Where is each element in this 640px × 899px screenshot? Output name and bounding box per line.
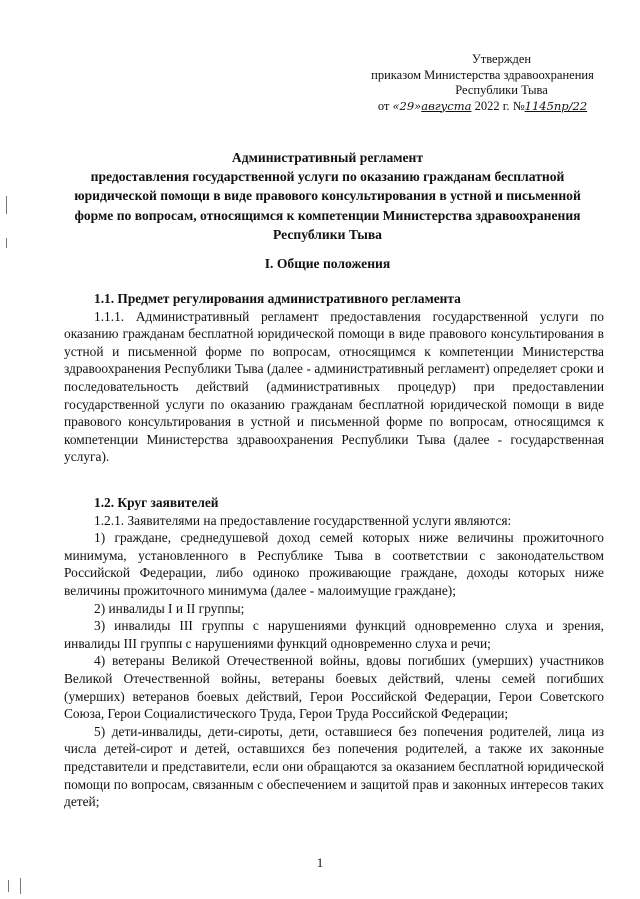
order-year: 2022 г. — [474, 98, 510, 113]
list-item: 2) инвалиды I и II группы; — [94, 600, 245, 616]
approval-line-approved: Утвержден — [471, 52, 532, 66]
list-item: 1) граждане, среднедушевой доход семей которых ниже величины прожиточного минимума, установленного в Республике Тыва в соответствии с законодательством Российской Федерации, либо одиноко проживающие граждане, доходы которых ниже величины прожиточного минимума (далее - малоимущие граждане); — [64, 530, 604, 598]
section-1-2 — [64, 494, 604, 811]
section-1-2-heading: 1.2. Круг заявителей — [94, 495, 219, 510]
list-item: 3) инвалиды III группы с нарушениями функций одновременно слуха и зрения, инвалиды III группы с нарушениями функций одновременно слуха и речи; — [64, 618, 604, 651]
chapter-heading: I. Общие положения — [264, 256, 391, 271]
scan-artifact — [6, 238, 7, 248]
approval-line-republic: Республики Тыва — [455, 83, 548, 97]
order-month: августа — [421, 98, 472, 113]
section-1-1 — [64, 290, 604, 466]
title-main: Административный регламент — [231, 150, 424, 165]
order-number-label: № — [512, 98, 525, 113]
section-1-1-text: 1.1.1. Административный регламент предоставления государственной услуги по оказанию гражданам бесплатной юридической помощи в виде правового консультирования в устной и письменной форме по вопросам, относящимся к компетенции Министерства здравоохранения Республики Тыва (далее - административный регламент) определяет сроки и последовательность действий (административных процедур) при предоставлении государственной услуги по оказанию гражданам бесплатной юридической помощи в виде правового консультирования в устной и письменной форме по вопросам, относящимся к компетенции Министерства здравоохранения Республики Тыва (далее - государственная услуга). — [64, 308, 604, 465]
order-day: «29» — [392, 98, 422, 113]
scan-artifact — [6, 196, 7, 214]
list-item: 5) дети-инвалиды, дети-сироты, дети, оставшиеся без попечения родителей, лица из числа детей-сирот и детей, оставшихся без попечения родителей, а также их законные представители и представители, если они обращаются за оказанием бесплатной юридической помощи по вопросам, связанным с обеспечением и защитой прав и законных интересов таких детей; — [64, 723, 604, 810]
approval-order-details — [360, 99, 605, 115]
order-from: от — [377, 98, 390, 113]
approval-stamp — [360, 52, 605, 114]
section-1-1-heading: 1.1. Предмет регулирования административного регламента — [94, 291, 461, 306]
document-title — [55, 148, 600, 244]
approval-line-order: приказом Министерства здравоохранения — [371, 67, 594, 82]
section-1-2-intro: 1.2.1. Заявителями на предоставление государственной услуги являются: — [94, 512, 512, 528]
scan-artifact — [8, 880, 9, 892]
order-number: 1145пр/22 — [524, 98, 588, 113]
scan-artifact — [20, 878, 21, 894]
title-subtitle: предоставления государственной услуги по оказанию гражданам бесплатной юридической помощи в виде правового консультирования в устной и письменной форме по вопросам, относящимся к компетенции Министерства здравоохранения Республики Тыва — [74, 169, 581, 242]
page-number: 1 — [316, 855, 324, 870]
list-item: 4) ветераны Великой Отечественной войны, вдовы погибших (умерших) участников Великой Отечественной войны, ветераны боевых действий, члены семей погибших (умерших) ветеранов боевых действий, Герои Российской Федерации, Герои Советского Союза, Герои Социалистического Труда, Герои Труда Российской Федерации; — [64, 653, 604, 722]
